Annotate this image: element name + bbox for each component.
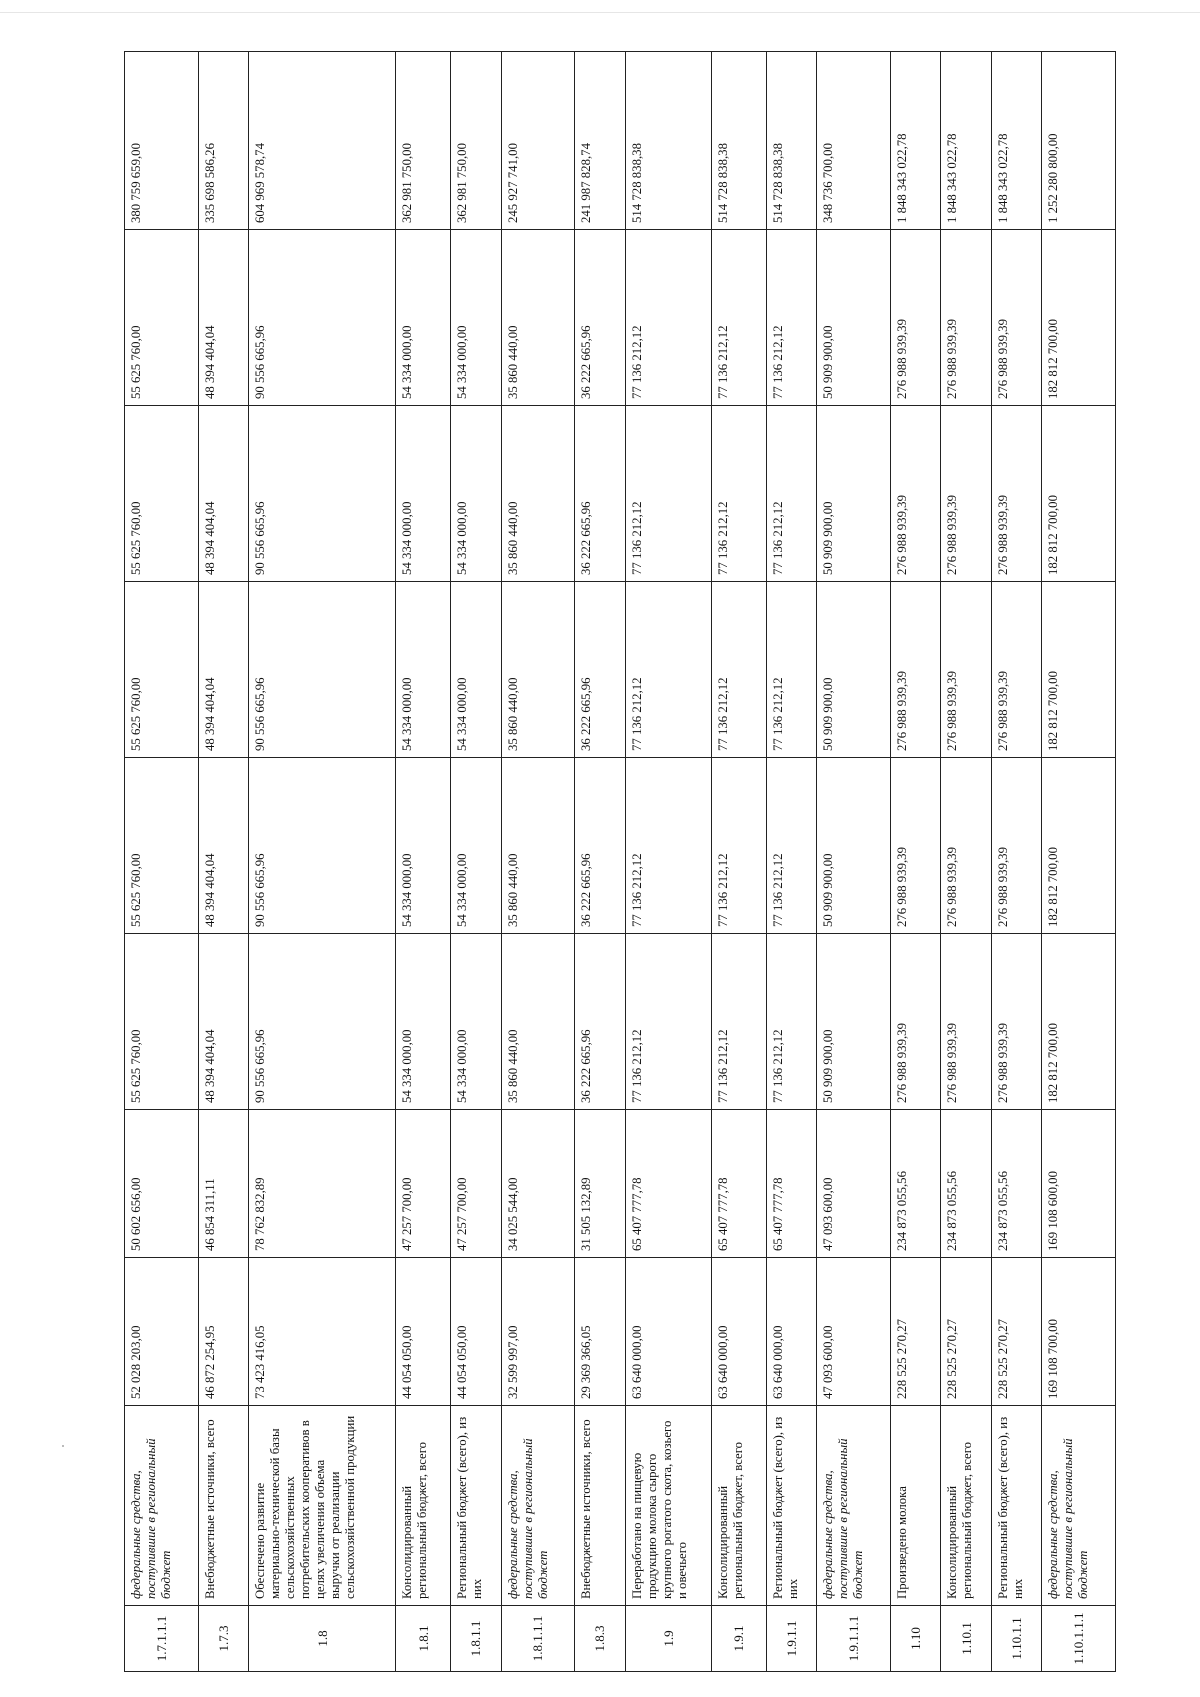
row-total-cell: 514 728 838,38 <box>625 52 711 230</box>
value-cell: 54 334 000,00 <box>396 582 451 758</box>
row-description: федеральные средства, поступившие в региональный бюджет <box>125 1406 199 1606</box>
row-total-cell: 362 981 750,00 <box>451 52 501 230</box>
value-cell: 234 873 055,56 <box>991 1110 1041 1258</box>
table-row <box>711 52 766 1672</box>
value-cell: 48 394 404,04 <box>198 406 248 582</box>
table-row <box>991 52 1041 1672</box>
value-cell: 35 860 440,00 <box>501 406 575 582</box>
value-cell: 47 093 600,00 <box>817 1258 891 1406</box>
value-cell: 55 625 760,00 <box>125 230 199 406</box>
table-row <box>501 52 575 1672</box>
value-cell: 48 394 404,04 <box>198 934 248 1110</box>
value-cell: 276 988 939,39 <box>941 582 991 758</box>
value-cell: 228 525 270,27 <box>991 1258 1041 1406</box>
row-number: 1.7.3 <box>198 1606 248 1672</box>
table-row <box>625 52 711 1672</box>
row-number: 1.8.1.1 <box>451 1606 501 1672</box>
value-cell: 55 625 760,00 <box>125 934 199 1110</box>
row-number: 1.7.1.1.1 <box>125 1606 199 1672</box>
value-cell: 90 556 665,96 <box>249 582 396 758</box>
value-cell: 55 625 760,00 <box>125 582 199 758</box>
value-cell: 35 860 440,00 <box>501 758 575 934</box>
value-cell: 182 812 700,00 <box>1042 406 1116 582</box>
value-cell: 276 988 939,39 <box>941 758 991 934</box>
value-cell: 36 222 665,96 <box>575 934 625 1110</box>
value-cell: 44 054 050,00 <box>451 1258 501 1406</box>
value-cell: 54 334 000,00 <box>396 230 451 406</box>
table-row <box>1042 52 1116 1672</box>
value-cell: 35 860 440,00 <box>501 582 575 758</box>
row-number: 1.10.1.1 <box>991 1606 1041 1672</box>
value-cell: 90 556 665,96 <box>249 406 396 582</box>
value-cell: 77 136 212,12 <box>766 582 816 758</box>
row-description: Произведено молока <box>890 1406 940 1606</box>
table-row <box>817 52 891 1672</box>
value-cell: 65 407 777,78 <box>625 1110 711 1258</box>
value-cell: 182 812 700,00 <box>1042 230 1116 406</box>
value-cell: 228 525 270,27 <box>941 1258 991 1406</box>
row-number: 1.9.1 <box>711 1606 766 1672</box>
value-cell: 52 028 203,00 <box>125 1258 199 1406</box>
value-cell: 54 334 000,00 <box>451 582 501 758</box>
table-row <box>198 52 248 1672</box>
row-description: Региональный бюджет (всего), из них <box>766 1406 816 1606</box>
value-cell: 77 136 212,12 <box>711 230 766 406</box>
value-cell: 77 136 212,12 <box>766 758 816 934</box>
row-total-cell: 362 981 750,00 <box>396 52 451 230</box>
value-cell: 276 988 939,39 <box>991 406 1041 582</box>
value-cell: 276 988 939,39 <box>890 406 940 582</box>
budget-table <box>124 51 1116 1672</box>
row-description: Консолидированный региональный бюджет, всего <box>711 1406 766 1606</box>
table-row <box>451 52 501 1672</box>
value-cell: 77 136 212,12 <box>766 230 816 406</box>
value-cell: 29 369 366,05 <box>575 1258 625 1406</box>
row-description: Внебюджетные источники, всего <box>575 1406 625 1606</box>
value-cell: 48 394 404,04 <box>198 230 248 406</box>
value-cell: 182 812 700,00 <box>1042 934 1116 1110</box>
value-cell: 73 423 416,05 <box>249 1258 396 1406</box>
value-cell: 54 334 000,00 <box>451 230 501 406</box>
row-number: 1.8.1.1.1 <box>501 1606 575 1672</box>
value-cell: 50 909 900,00 <box>817 406 891 582</box>
value-cell: 77 136 212,12 <box>766 406 816 582</box>
value-cell: 54 334 000,00 <box>451 934 501 1110</box>
value-cell: 54 334 000,00 <box>396 406 451 582</box>
value-cell: 54 334 000,00 <box>451 406 501 582</box>
table-row <box>890 52 940 1672</box>
value-cell: 276 988 939,39 <box>941 406 991 582</box>
row-total-cell: 348 736 700,00 <box>817 52 891 230</box>
value-cell: 36 222 665,96 <box>575 406 625 582</box>
table-row <box>396 52 451 1672</box>
row-description: федеральные средства, поступившие в региональный бюджет <box>1042 1406 1116 1606</box>
value-cell: 276 988 939,39 <box>991 582 1041 758</box>
table-row <box>941 52 991 1672</box>
value-cell: 234 873 055,56 <box>890 1110 940 1258</box>
row-total-cell: 380 759 659,00 <box>125 52 199 230</box>
row-number: 1.8.3 <box>575 1606 625 1672</box>
scan-top-edge <box>0 12 1200 13</box>
value-cell: 276 988 939,39 <box>890 230 940 406</box>
value-cell: 182 812 700,00 <box>1042 758 1116 934</box>
value-cell: 50 909 900,00 <box>817 582 891 758</box>
value-cell: 90 556 665,96 <box>249 934 396 1110</box>
value-cell: 63 640 000,00 <box>711 1258 766 1406</box>
row-description: Региональный бюджет (всего), из них <box>991 1406 1041 1606</box>
value-cell: 34 025 544,00 <box>501 1110 575 1258</box>
value-cell: 47 257 700,00 <box>396 1110 451 1258</box>
value-cell: 276 988 939,39 <box>941 934 991 1110</box>
value-cell: 276 988 939,39 <box>991 230 1041 406</box>
value-cell: 276 988 939,39 <box>890 934 940 1110</box>
row-total-cell: 245 927 741,00 <box>501 52 575 230</box>
row-description: Консолидированный региональный бюджет, всего <box>941 1406 991 1606</box>
row-number: 1.9 <box>625 1606 711 1672</box>
value-cell: 36 222 665,96 <box>575 582 625 758</box>
value-cell: 228 525 270,27 <box>890 1258 940 1406</box>
value-cell: 234 873 055,56 <box>941 1110 991 1258</box>
value-cell: 77 136 212,12 <box>625 582 711 758</box>
value-cell: 50 909 900,00 <box>817 758 891 934</box>
value-cell: 36 222 665,96 <box>575 230 625 406</box>
value-cell: 77 136 212,12 <box>625 230 711 406</box>
value-cell: 77 136 212,12 <box>711 934 766 1110</box>
value-cell: 31 505 132,89 <box>575 1110 625 1258</box>
value-cell: 50 602 656,00 <box>125 1110 199 1258</box>
value-cell: 55 625 760,00 <box>125 406 199 582</box>
value-cell: 54 334 000,00 <box>451 758 501 934</box>
row-number: 1.8.1 <box>396 1606 451 1672</box>
value-cell: 47 257 700,00 <box>451 1110 501 1258</box>
row-total-cell: 1 848 343 022,78 <box>941 52 991 230</box>
row-number: 1.10 <box>890 1606 940 1672</box>
value-cell: 44 054 050,00 <box>396 1258 451 1406</box>
row-number: 1.10.1.1.1 <box>1042 1606 1116 1672</box>
row-number: 1.8 <box>249 1606 396 1672</box>
value-cell: 48 394 404,04 <box>198 758 248 934</box>
row-total-cell: 514 728 838,38 <box>711 52 766 230</box>
value-cell: 46 872 254,95 <box>198 1258 248 1406</box>
row-description: федеральные средства, поступившие в региональный бюджет <box>501 1406 575 1606</box>
value-cell: 54 334 000,00 <box>396 934 451 1110</box>
value-cell: 55 625 760,00 <box>125 758 199 934</box>
row-total-cell: 1 252 280 800,00 <box>1042 52 1116 230</box>
value-cell: 65 407 777,78 <box>711 1110 766 1258</box>
value-cell: 32 599 997,00 <box>501 1258 575 1406</box>
rotated-page <box>124 52 1116 1672</box>
value-cell: 65 407 777,78 <box>766 1110 816 1258</box>
value-cell: 50 909 900,00 <box>817 230 891 406</box>
value-cell: 77 136 212,12 <box>625 758 711 934</box>
value-cell: 182 812 700,00 <box>1042 582 1116 758</box>
row-total-cell: 1 848 343 022,78 <box>890 52 940 230</box>
value-cell: 47 093 600,00 <box>817 1110 891 1258</box>
value-cell: 77 136 212,12 <box>711 758 766 934</box>
value-cell: 90 556 665,96 <box>249 230 396 406</box>
row-description: Переработано на пищевую продукцию молока сырого крупного рогатого скота, козьего и овечьего <box>625 1406 711 1606</box>
value-cell: 63 640 000,00 <box>625 1258 711 1406</box>
value-cell: 90 556 665,96 <box>249 758 396 934</box>
row-description: федеральные средства, поступившие в региональный бюджет <box>817 1406 891 1606</box>
value-cell: 276 988 939,39 <box>991 934 1041 1110</box>
row-description: Консолидированный региональный бюджет, всего <box>396 1406 451 1606</box>
value-cell: 35 860 440,00 <box>501 230 575 406</box>
row-number: 1.9.1.1.1 <box>817 1606 891 1672</box>
value-cell: 276 988 939,39 <box>890 758 940 934</box>
value-cell: 36 222 665,96 <box>575 758 625 934</box>
value-cell: 54 334 000,00 <box>396 758 451 934</box>
row-total-cell: 1 848 343 022,78 <box>991 52 1041 230</box>
value-cell: 276 988 939,39 <box>890 582 940 758</box>
value-cell: 276 988 939,39 <box>941 230 991 406</box>
row-total-cell: 604 969 578,74 <box>249 52 396 230</box>
row-description: Внебюджетные источники, всего <box>198 1406 248 1606</box>
value-cell: 169 108 600,00 <box>1042 1110 1116 1258</box>
value-cell: 78 762 832,89 <box>249 1110 396 1258</box>
table-row <box>125 52 199 1672</box>
value-cell: 276 988 939,39 <box>991 758 1041 934</box>
value-cell: 77 136 212,12 <box>711 582 766 758</box>
row-description: Региональный бюджет (всего), из них <box>451 1406 501 1606</box>
value-cell: 169 108 700,00 <box>1042 1258 1116 1406</box>
row-description: Обеспечено развитие материально-технической базы сельскохозяйственных потребительских кооперативов в целях увеличения объема выручки от реализации сельскохозяйственной продукции <box>249 1406 396 1606</box>
value-cell: 77 136 212,12 <box>766 934 816 1110</box>
value-cell: 77 136 212,12 <box>711 406 766 582</box>
value-cell: 77 136 212,12 <box>625 406 711 582</box>
row-total-cell: 514 728 838,38 <box>766 52 816 230</box>
row-number: 1.10.1 <box>941 1606 991 1672</box>
table-body <box>125 52 1116 1672</box>
value-cell: 48 394 404,04 <box>198 582 248 758</box>
table-row <box>766 52 816 1672</box>
row-number: 1.9.1.1 <box>766 1606 816 1672</box>
table-row <box>575 52 625 1672</box>
value-cell: 50 909 900,00 <box>817 934 891 1110</box>
value-cell: 77 136 212,12 <box>625 934 711 1110</box>
value-cell: 63 640 000,00 <box>766 1258 816 1406</box>
row-total-cell: 335 698 586,26 <box>198 52 248 230</box>
table-row <box>249 52 396 1672</box>
value-cell: 35 860 440,00 <box>501 934 575 1110</box>
scan-speck <box>62 1445 64 1447</box>
value-cell: 46 854 311,11 <box>198 1110 248 1258</box>
row-total-cell: 241 987 828,74 <box>575 52 625 230</box>
